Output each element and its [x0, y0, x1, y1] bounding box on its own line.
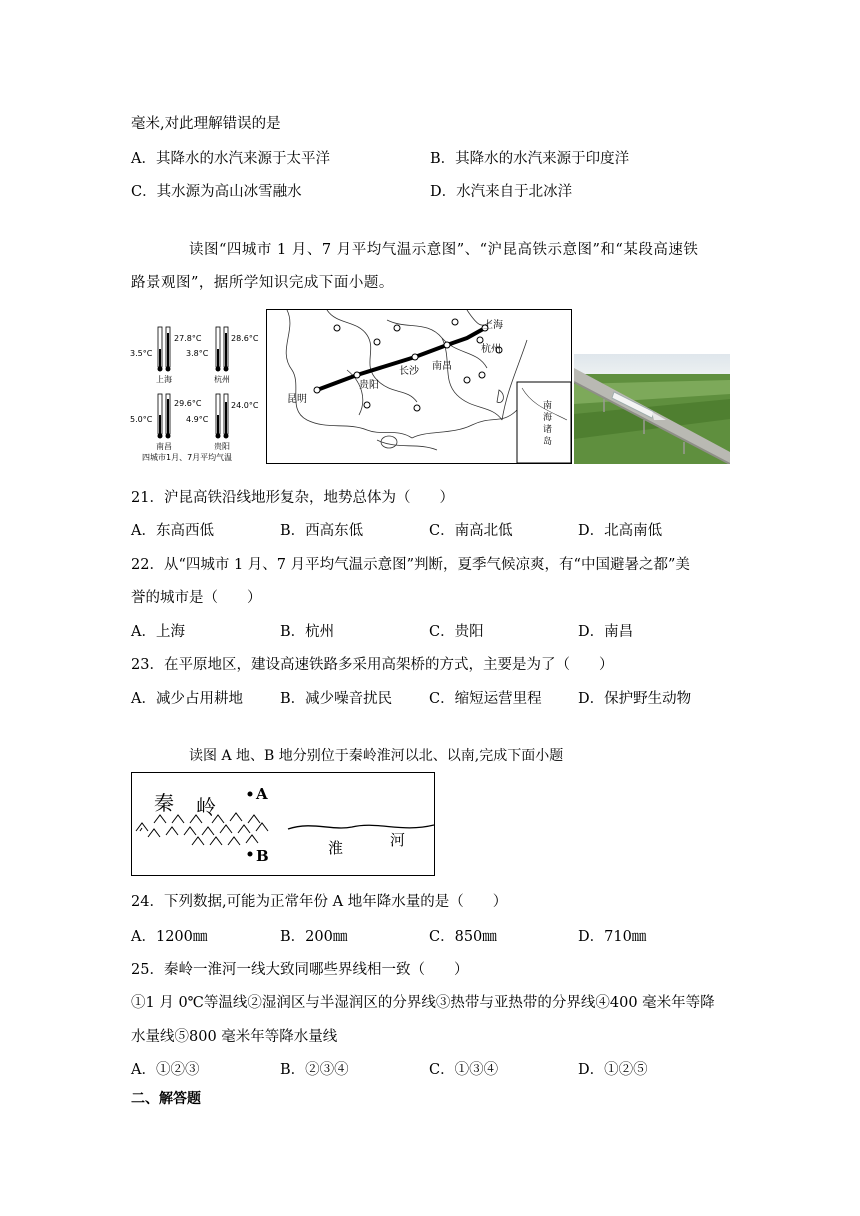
nanchang-label: 南昌: [156, 442, 172, 451]
option-a: A．其降水的水汽来源于太平洋: [131, 151, 330, 167]
q21-option-a: A．东高西低: [131, 523, 214, 539]
map-label-shanghai: 上海: [483, 320, 503, 331]
option-b: B．其降水的水汽来源于印度洋: [430, 151, 630, 167]
q23-option-b: B．减少噪音扰民: [280, 691, 393, 707]
q23-option-d: D．保护野生动物: [578, 691, 692, 707]
label-huai: 淮: [328, 839, 344, 857]
question-24-stem: 24．下列数据,可能为正常年份 A 地年降水量的是（ ）: [131, 894, 508, 910]
q24-option-c: C．850㎜: [429, 929, 497, 945]
option-c: C．其水源为高山冰雪融水: [131, 184, 302, 200]
reading-intro-2: 读图 A 地、B 地分别位于秦岭淮河以北、以南,完成下面小题: [189, 748, 564, 764]
q22-option-b: B．杭州: [280, 624, 335, 640]
label-he: 河: [390, 831, 406, 849]
section-heading-answer-questions: 二、解答题: [131, 1091, 201, 1107]
map-label-changsha: 长沙: [399, 366, 419, 377]
shanghai-jan-temp: 3.5°C: [130, 349, 153, 358]
reading-intro-line-2: 路景观图”，据所学知识完成下面小题。: [131, 275, 394, 291]
guiyang-jan-temp: 4.9°C: [186, 415, 209, 424]
q21-option-b: B．西高东低: [280, 523, 364, 539]
q22-option-c: C．贵阳: [429, 624, 484, 640]
question-21-stem: 21．沪昆高铁沿线地形复杂，地势总体为（ ）: [131, 490, 454, 506]
map-label-nanhai-islands: 南海诸岛: [543, 401, 553, 447]
q21-option-c: C．南高北低: [429, 523, 513, 539]
shanghai-label: 上海: [156, 375, 172, 384]
q24-option-b: B．200㎜: [280, 929, 348, 945]
guiyang-jul-temp: 24.0°C: [231, 401, 259, 410]
high-speed-railway-photo: [574, 354, 730, 464]
label-qin: 秦: [154, 791, 174, 815]
question-stem-continuation: 毫米,对此理解错误的是: [131, 116, 281, 132]
map-label-kunming: 昆明: [287, 394, 307, 405]
q22-option-a: A．上海: [131, 624, 185, 640]
q25-option-a: A．①②③: [131, 1062, 200, 1078]
hangzhou-jul-temp: 28.6°C: [231, 334, 259, 343]
q21-option-d: D．北高南低: [578, 523, 663, 539]
label-ling: 岭: [196, 795, 216, 819]
hangzhou-label: 杭州: [214, 375, 230, 384]
q23-option-a: A．减少占用耕地: [131, 691, 243, 707]
map-label-nanchang: 南昌: [432, 361, 452, 372]
map-label-guiyang: 贵阳: [359, 380, 379, 391]
q25-option-c: C．①③④: [429, 1062, 499, 1078]
question-25-stem: 25．秦岭一淮河一线大致同哪些界线相一致（ ）: [131, 962, 469, 978]
nanchang-jul-temp: 29.6°C: [174, 399, 202, 408]
temperature-chart: [130, 309, 262, 464]
q24-option-d: D．710㎜: [578, 929, 647, 945]
option-d: D．水汽来自于北冰洋: [430, 184, 573, 200]
reading-intro-line-1: 读图“四城市 1 月、7 月平均气温示意图”、“沪昆高铁示意图”和“某段高速铁: [189, 242, 699, 258]
question-22-stem-line2: 誉的城市是（ ）: [131, 590, 262, 606]
q24-option-a: A．1200㎜: [131, 929, 208, 945]
q25-option-d: D．①②⑤: [578, 1062, 648, 1078]
hangzhou-jan-temp: 3.8°C: [186, 349, 209, 358]
temperature-chart-caption: 四城市1月、7月平均气温: [142, 453, 233, 462]
hukun-railway-map: [266, 309, 572, 464]
map-label-hangzhou: 杭州: [481, 344, 501, 355]
question-25-statements-line1: ①1 月 0℃等温线②湿润区与半湿润区的分界线③热带与亚热带的分界线④400 毫米年等降: [131, 995, 715, 1011]
question-22-stem-line1: 22．从“四城市 1 月、7 月平均气温示意图”判断，夏季气候凉爽，有“中国避暑之都”美: [131, 557, 690, 573]
q25-option-b: B．②③④: [280, 1062, 349, 1078]
q22-option-d: D．南昌: [578, 624, 634, 640]
shanghai-jul-temp: 27.8°C: [174, 334, 202, 343]
qinling-huaihe-figure: [131, 772, 435, 876]
label-point-b: B: [256, 847, 269, 865]
question-23-stem: 23．在平原地区，建设高速铁路多采用高架桥的方式，主要是为了（ ）: [131, 657, 614, 673]
q23-option-c: C．缩短运营里程: [429, 691, 542, 707]
guiyang-label: 贵阳: [214, 442, 230, 451]
nanchang-jan-temp: 5.0°C: [130, 415, 153, 424]
label-point-a: A: [256, 785, 268, 803]
question-25-statements-line2: 水量线⑤800 毫米年等降水量线: [131, 1029, 338, 1045]
